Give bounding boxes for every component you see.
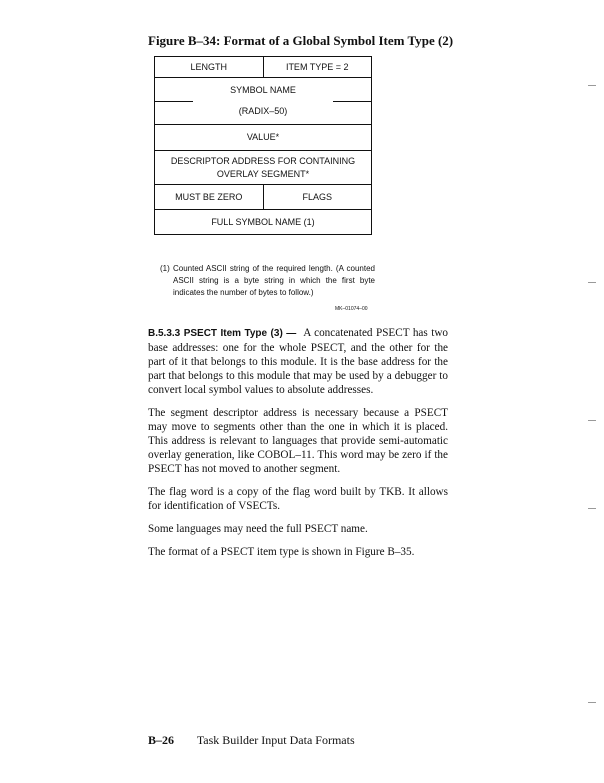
margin-mark — [588, 85, 596, 86]
descriptor-line-2: OVERLAY SEGMENT* — [216, 168, 310, 179]
section-heading: B.5.3.3 PSECT Item Type (3) — — [148, 328, 297, 339]
global-symbol-format-diagram — [154, 56, 372, 235]
page-number: B–26 — [148, 733, 175, 747]
value-field: VALUE* — [246, 132, 280, 142]
figure-title: Figure B–34: Format of a Global Symbol Item Type (2) — [148, 33, 454, 48]
diagram-row-full-name — [155, 209, 371, 234]
diagram-row-descriptor — [155, 150, 371, 184]
figure-id: MK–01074–00 — [335, 306, 368, 312]
diagram-row-symbol-name — [155, 77, 371, 124]
paragraph: The format of a PSECT item type is shown in Figure B–35. — [148, 546, 415, 558]
descriptor-line-1: DESCRIPTOR ADDRESS FOR CONTAINING — [170, 155, 356, 166]
must-be-zero-field: MUST BE ZERO — [175, 191, 243, 202]
diagram-row-flags — [155, 184, 371, 209]
footer-title: Task Builder Input Data Formats — [196, 733, 355, 747]
diagram-row-value — [155, 124, 371, 150]
margin-mark — [588, 282, 596, 283]
margin-mark — [588, 508, 596, 509]
symbol-name-label: SYMBOL NAME — [230, 85, 296, 95]
descriptor-field — [155, 151, 371, 184]
divider-tick — [333, 101, 371, 102]
paragraph: Some languages may need the full PSECT name. — [148, 523, 368, 535]
section-body — [148, 326, 448, 568]
full-symbol-name-field: FULL SYMBOL NAME (1) — [211, 216, 315, 227]
radix-label: (RADIX–50) — [238, 106, 288, 116]
length-field: LENGTH — [190, 61, 227, 72]
footnote-number: (1) — [160, 264, 170, 273]
paragraph-text: A concatenated PSECT has two base addresses: one for the whole PSECT, and the other for the part of it that belongs to this module. It is the base address for the part that belongs to this module that may be used by a debugger to convert local symbol values to absolute addresses. — [148, 327, 448, 396]
margin-mark — [588, 420, 596, 421]
flags-field: FLAGS — [263, 185, 372, 209]
figure-footnote — [160, 263, 375, 299]
page-footer — [148, 733, 355, 748]
divider-tick — [155, 101, 193, 102]
paragraph: The segment descriptor address is necessary because a PSECT may move to segments other than the one in which it is placed. This address is relevant to languages that provide semi-automatic overlay generation, like COBOL–11. This word may be zero if the PSECT has not moved to another segment. — [148, 407, 448, 475]
paragraph — [148, 326, 448, 397]
paragraph: The flag word is a copy of the flag word built by TKB. It allows for identification of VSECTs. — [148, 486, 448, 512]
margin-mark — [588, 702, 596, 703]
footnote-text: Counted ASCII string of the required length. (A counted ASCII string is a byte string in which the first byte indicates the number of bytes to follow.) — [173, 264, 375, 297]
diagram-row-1 — [155, 57, 371, 77]
item-type-field: ITEM TYPE = 2 — [263, 57, 372, 77]
